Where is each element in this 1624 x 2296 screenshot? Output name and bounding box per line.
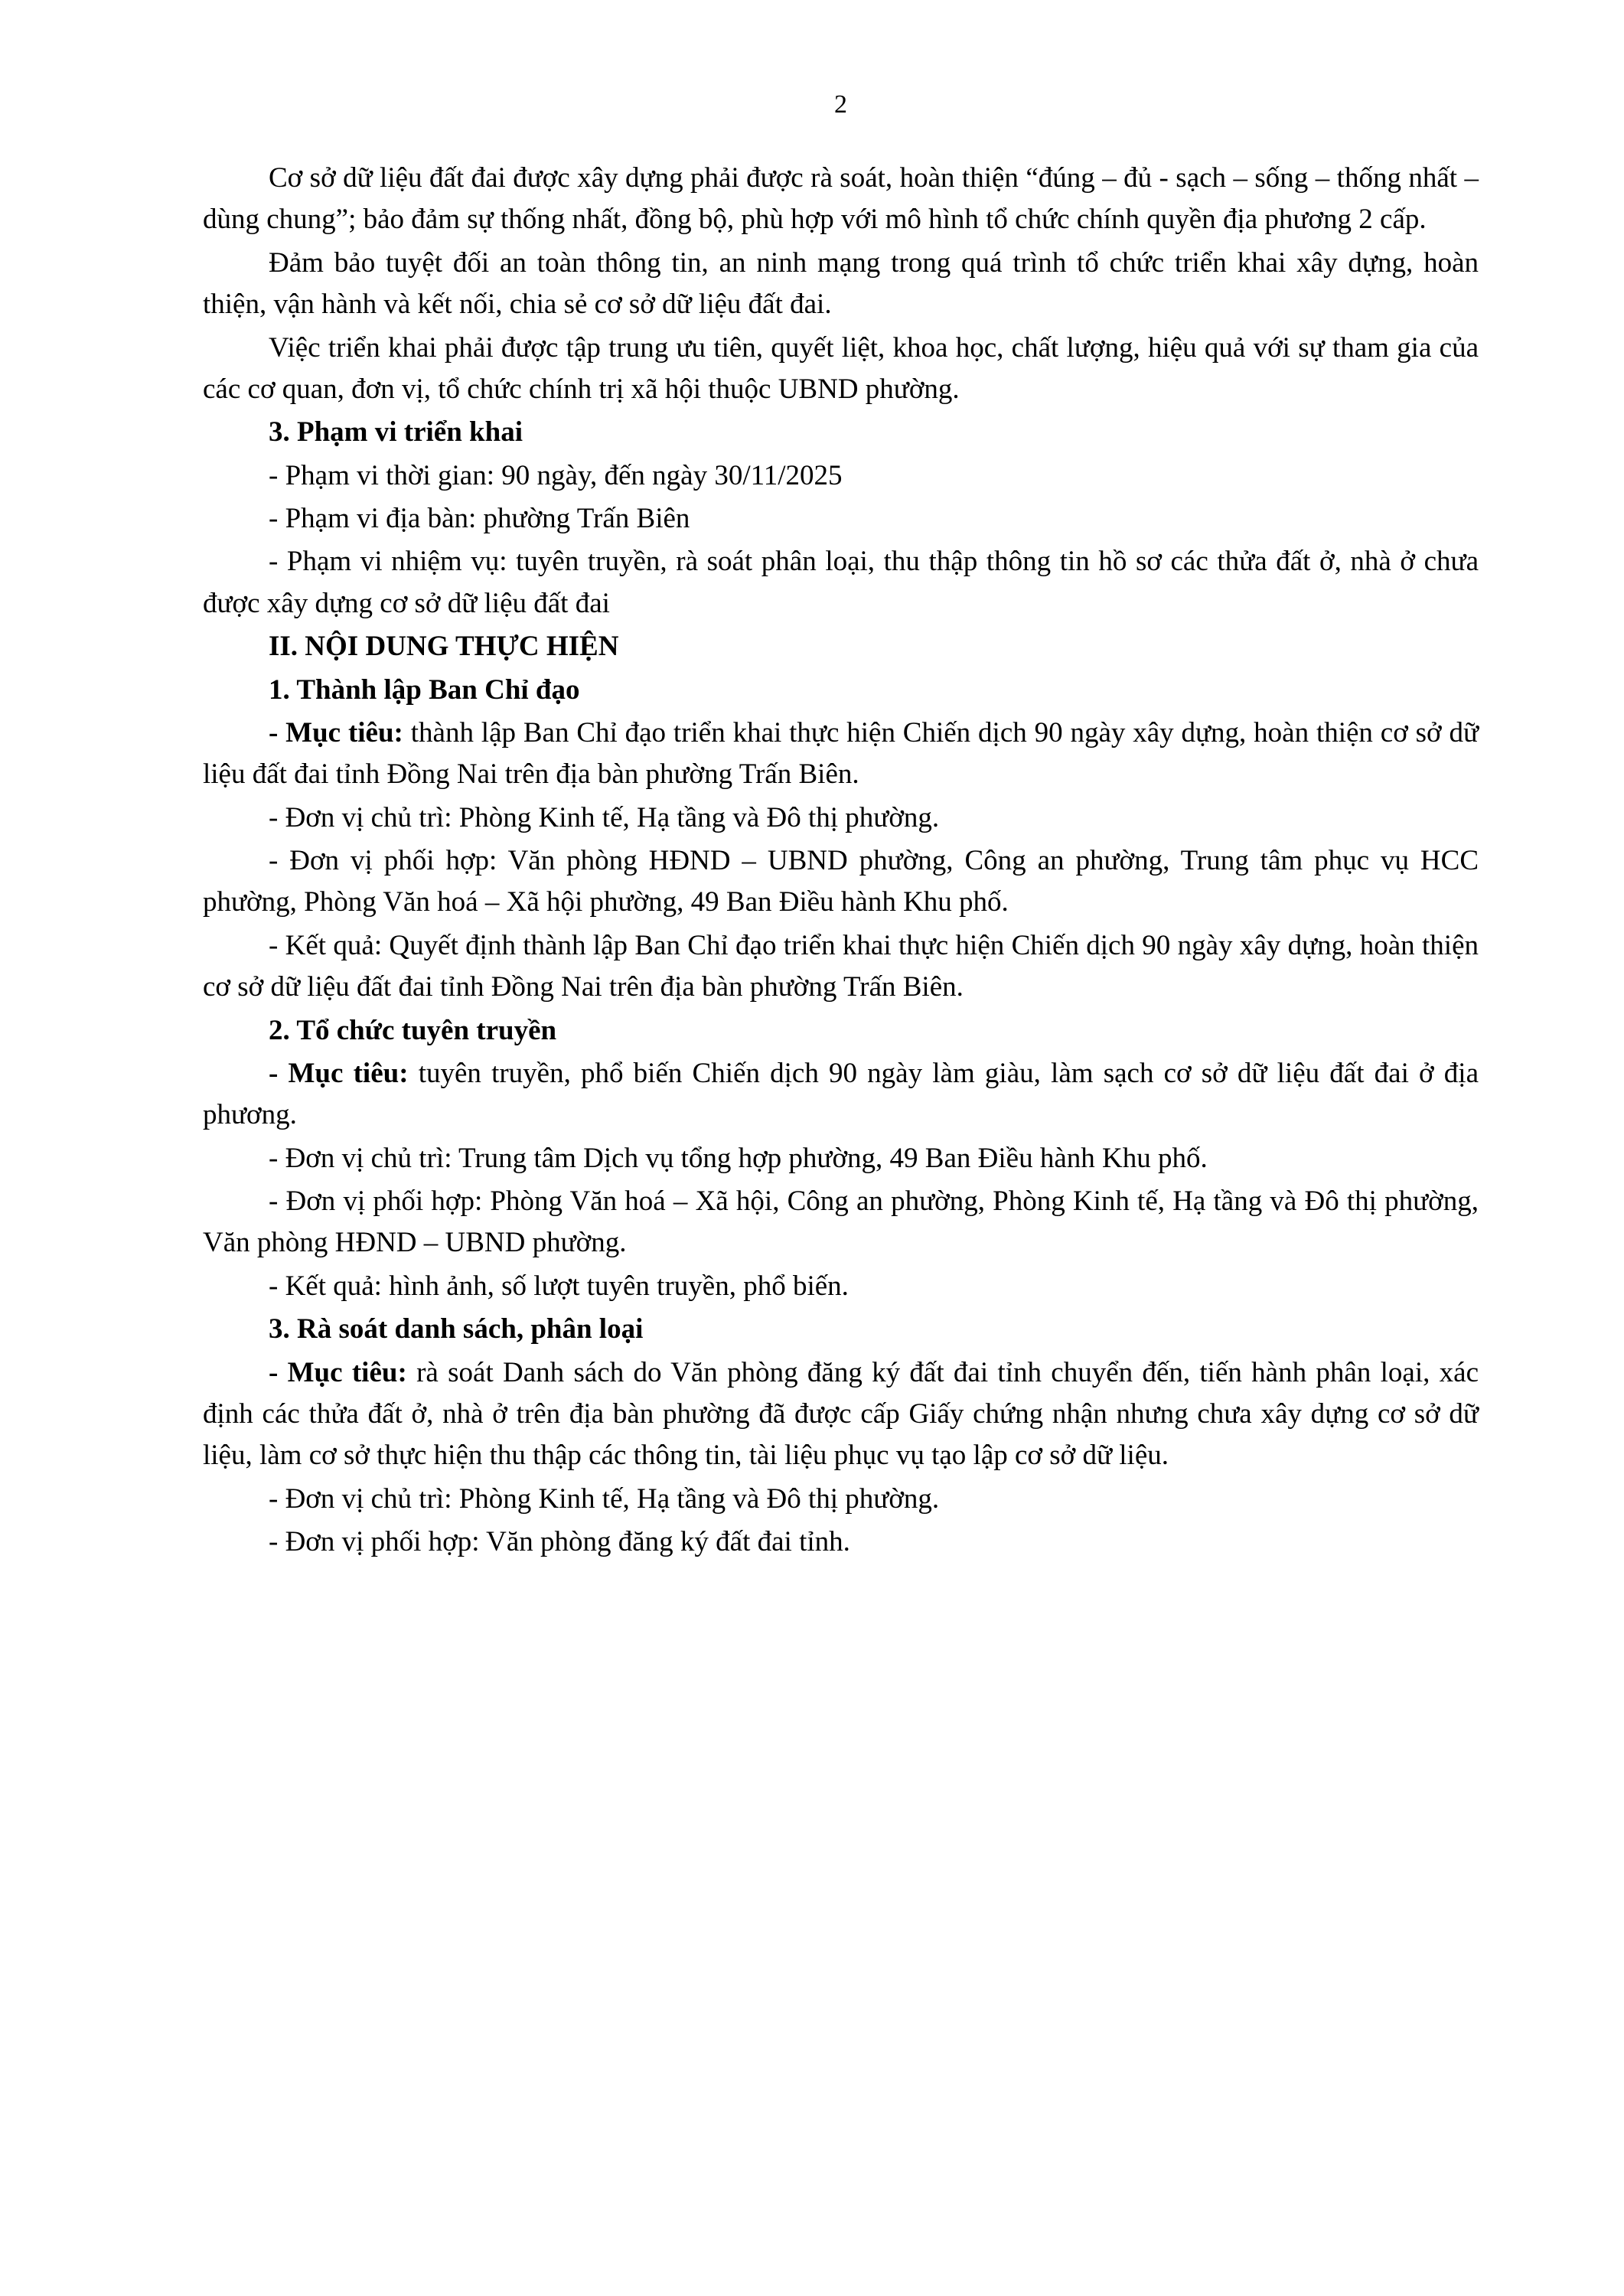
paragraph-label: - Mục tiêu: [269,1356,407,1388]
document-body [203,158,1479,1563]
paragraph-text: thành lập Ban Chỉ đạo triển khai thực hiện Chiến dịch 90 ngày xây dựng, hoàn thiện cơ sở dữ liệu đất đai tỉnh Đồng Nai trên địa bàn phường Trấn Biên. [203,716,1479,791]
paragraph-text: tuyên truyền, phổ biến Chiến dịch 90 ngày làm giàu, làm sạch cơ sở dữ liệu đất đai ở địa phương. [203,1057,1479,1131]
section-heading: 2. Tổ chức tuyên truyền [269,1014,557,1046]
section-heading: 3. Rà soát danh sách, phân loại [269,1313,644,1345]
section-heading: 3. Phạm vi triển khai [269,416,523,448]
section-heading: II. NỘI DUNG THỰC HIỆN [269,631,619,663]
paragraph [203,1053,1479,1137]
paragraph: - Đơn vị chủ trì: Phòng Kinh tế, Hạ tầng và Đô thị phường. [269,1482,940,1515]
paragraph: - Đơn vị chủ trì: Trung tâm Dịch vụ tổng hợp phường, 49 Ban Điều hành Khu phố. [269,1142,1208,1174]
paragraph: - Kết quả: hình ảnh, số lượt tuyên truyền, phổ biến. [269,1270,849,1302]
paragraph: - Phạm vi thời gian: 90 ngày, đến ngày 30/11/2025 [269,459,843,491]
paragraph: - Đơn vị phối hợp: Văn phòng HĐND – UBND phường, Công an phường, Trung tâm phục vụ HCC phường, Phòng Văn hoá – Xã hội phường, 49 Ban Điều hành Khu phố. [203,845,1479,918]
paragraph [203,713,1479,796]
paragraph: - Đơn vị phối hợp: Văn phòng đăng ký đất đai tỉnh. [269,1526,850,1557]
paragraph: Việc triển khai phải được tập trung ưu tiên, quyết liệt, khoa học, chất lượng, hiệu quả với sự tham gia của các cơ quan, đơn vị, tổ chức chính trị xã hội thuộc UBND phường. [203,331,1479,405]
paragraph: - Đơn vị phối hợp: Phòng Văn hoá – Xã hội, Công an phường, Phòng Kinh tế, Hạ tầng và Đô thị phường, Văn phòng HĐND – UBND phường. [203,1186,1479,1259]
paragraph-label: - Mục tiêu: [269,1057,409,1089]
paragraph: Đảm bảo tuyệt đối an toàn thông tin, an ninh mạng trong quá trình tổ chức triển khai xây dựng, hoàn thiện, vận hành và kết nối, chia sẻ cơ sở dữ liệu đất đai. [203,246,1479,321]
page-number: 2 [834,90,847,119]
paragraph: - Đơn vị chủ trì: Phòng Kinh tế, Hạ tầng và Đô thị phường. [269,801,940,833]
paragraph: Cơ sở dữ liệu đất đai được xây dựng phải được rà soát, hoàn thiện “đúng – đủ - sạch – sống – thống nhất – dùng chung”; bảo đảm sự thống nhất, đồng bộ, phù hợp với mô hình tổ chức chính quyền địa phương 2 cấp. [203,162,1479,236]
section-heading: 1. Thành lập Ban Chỉ đạo [269,673,580,706]
paragraph: - Kết quả: Quyết định thành lập Ban Chỉ đạo triển khai thực hiện Chiến dịch 90 ngày xây dựng, hoàn thiện cơ sở dữ liệu đất đai tỉnh Đồng Nai trên địa bàn phường Trấn Biên. [203,929,1479,1003]
paragraph: - Phạm vi nhiệm vụ: tuyên truyền, rà soát phân loại, thu thập thông tin hồ sơ các thửa đất ở, nhà ở chưa được xây dựng cơ sở dữ liệu đất đai [203,546,1479,619]
paragraph-label: - Mục tiêu: [269,716,403,748]
paragraph-text: rà soát Danh sách do Văn phòng đăng ký đất đai tỉnh chuyển đến, tiến hành phân loại, xác định các thửa đất ở, nhà ở trên địa bàn phường đã được cấp Giấy chứng nhận nhưng chưa xây dựng cơ sở dữ liệu, làm cơ sở thực hiện thu thập các thông tin, tài liệu phục vụ tạo lập cơ sở dữ liệu. [203,1356,1479,1472]
paragraph: - Phạm vi địa bàn: phường Trấn Biên [269,503,690,534]
paragraph [203,1352,1479,1477]
